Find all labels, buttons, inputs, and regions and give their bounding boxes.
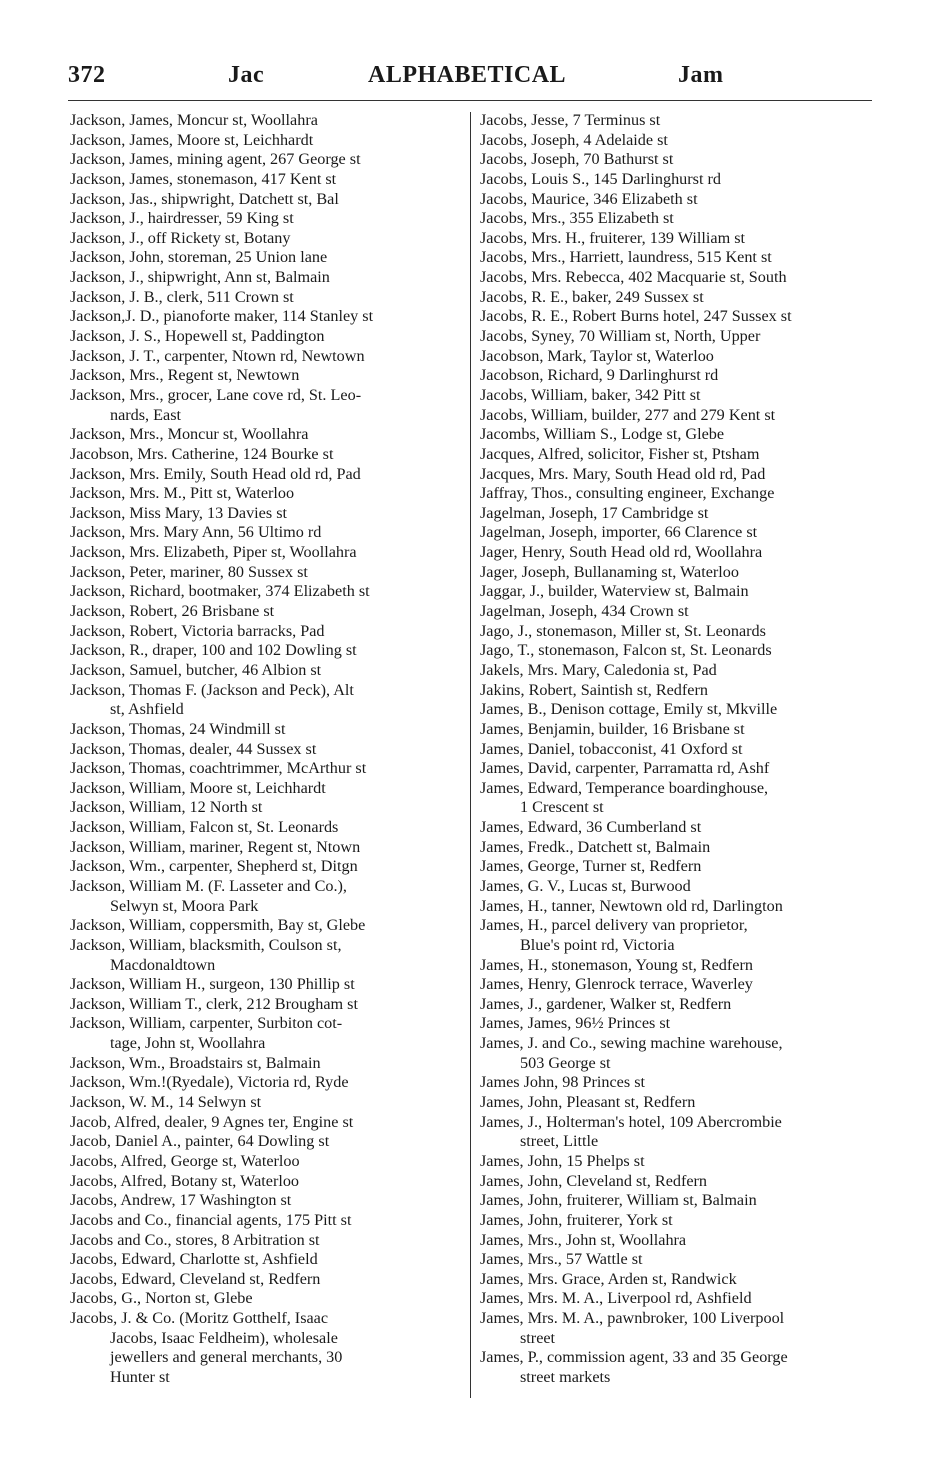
directory-entry: Jackson, J. B., clerk, 511 Crown st <box>70 287 294 306</box>
directory-entry: nards, East <box>110 405 182 424</box>
directory-entry: Jackson, Wm.!(Ryedale), Victoria rd, Ryde <box>70 1073 349 1092</box>
left-guide-word: Jac <box>228 62 265 88</box>
page-header <box>68 62 872 92</box>
directory-entry: Jacobs, Syney, 70 William st, North, Upper <box>480 327 761 346</box>
directory-entry: st, Ashfield <box>110 700 184 719</box>
directory-entry: Jacobson, Mrs. Catherine, 124 Bourke st <box>70 444 334 463</box>
directory-entry: Jackson, William, coppersmith, Bay st, Glebe <box>70 916 366 935</box>
directory-entry: Jagelman, Joseph, importer, 66 Clarence st <box>480 523 758 542</box>
directory-entry: James, David, carpenter, Parramatta rd, Ashf <box>480 759 770 778</box>
directory-entry: Jackson, William, Moore st, Leichhardt <box>70 778 326 797</box>
directory-entry: Jackson, Mrs. Mary Ann, 56 Ultimo rd <box>70 523 322 542</box>
directory-entry: Jackson, William, mariner, Regent st, Ntown <box>70 837 361 856</box>
directory-entry: Jackson, James, Moore st, Leichhardt <box>70 130 314 149</box>
directory-entry: Jackson, Jas., shipwright, Datchett st, Bal <box>70 189 339 208</box>
directory-entry: James, J. and Co., sewing machine warehouse, <box>480 1034 783 1053</box>
directory-entry: James, John, Cleveland st, Redfern <box>480 1171 708 1190</box>
directory-entry: Jago, J., stonemason, Miller st, St. Leonards <box>480 621 766 640</box>
directory-entry: James, Edward, Temperance boardinghouse, <box>480 778 769 797</box>
directory-entry: Jacobs, Mrs., Harriett, laundress, 515 Kent st <box>480 248 772 267</box>
directory-entry: Jackson, James, Moncur st, Woollahra <box>70 111 318 129</box>
directory-entry: Selwyn st, Moora Park <box>110 896 259 915</box>
directory-entry: Jackson, Samuel, butcher, 46 Albion st <box>70 660 322 679</box>
directory-entry: James, John, 15 Phelps st <box>480 1151 645 1170</box>
page-number: 372 <box>68 62 106 88</box>
directory-entry: Macdonaldtown <box>110 955 216 974</box>
directory-entry: Jacobs, Andrew, 17 Washington st <box>70 1191 292 1210</box>
directory-entry: Jackson, J., shipwright, Ann st, Balmain <box>70 268 330 287</box>
directory-entry: Jacobson, Mark, Taylor st, Waterloo <box>480 346 714 365</box>
directory-entry: James, Henry, Glenrock terrace, Waverley <box>480 975 753 994</box>
directory-entry: James, B., Denison cottage, Emily st, Mkville <box>480 700 778 719</box>
directory-entry: Jacobs, R. E., Robert Burns hotel, 247 Sussex st <box>480 307 792 326</box>
directory-entry: 1 Crescent st <box>520 798 604 817</box>
directory-entry: Jackson, Mrs. Elizabeth, Piper st, Woollahra <box>70 543 357 562</box>
directory-entry: James, Mrs. M. A., Liverpool rd, Ashfield <box>480 1289 752 1308</box>
directory-entry: Jacobs, Mrs. H., fruiterer, 139 William st <box>480 228 745 247</box>
directory-entry: Jacobs, William, builder, 277 and 279 Kent st <box>480 405 776 424</box>
directory-entry: Jacobs, Edward, Cleveland st, Redfern <box>70 1269 321 1288</box>
directory-entry: Jacobs, Mrs., 355 Elizabeth st <box>480 209 674 228</box>
directory-entry: Jacobs, Mrs. Rebecca, 402 Macquarie st, South <box>480 268 787 287</box>
directory-entry: James, H., parcel delivery van proprietor, <box>480 916 748 935</box>
directory-entry: Jacob, Alfred, dealer, 9 Agnes ter, Engine st <box>70 1112 354 1131</box>
directory-entry: tage, John st, Woollahra <box>110 1034 266 1053</box>
directory-entry: street <box>520 1328 556 1347</box>
directory-entry: James, Mrs., 57 Wattle st <box>480 1250 643 1269</box>
directory-entry: Jackson, James, mining agent, 267 George st <box>70 150 361 169</box>
directory-entry: Jacobs, J. & Co. (Moritz Gotthelf, Isaac <box>70 1309 329 1328</box>
directory-entry: Jackson, William H., surgeon, 130 Phillip st <box>70 975 355 994</box>
directory-entry: James, J., Holterman's hotel, 109 Abercrombie <box>480 1112 782 1131</box>
directory-entry: Jackson, Mrs., Regent st, Newtown <box>70 366 300 385</box>
directory-entry: Jackson, J., off Rickety st, Botany <box>70 228 291 247</box>
page-title: ALPHABETICAL <box>368 62 567 88</box>
directory-entry: Jacobs and Co., stores, 8 Arbitration st <box>70 1230 320 1249</box>
directory-entry: Jacobs, Louis S., 145 Darlinghurst rd <box>480 169 721 188</box>
directory-entry: Jaggar, J., builder, Waterview st, Balmain <box>480 582 749 601</box>
directory-entry: Jacques, Alfred, solicitor, Fisher st, Ptsham <box>480 444 760 463</box>
directory-entry: Jacques, Mrs. Mary, South Head old rd, Pad <box>480 464 766 483</box>
directory-entry: James, Edward, 36 Cumberland st <box>480 818 702 837</box>
directory-entry: James, Benjamin, builder, 16 Brisbane st <box>480 719 745 738</box>
left-column <box>70 111 464 1388</box>
directory-entry: Jacombs, William S., Lodge st, Glebe <box>480 425 725 444</box>
directory-entry: James, John, Pleasant st, Redfern <box>480 1093 696 1112</box>
directory-entry: Blue's point rd, Victoria <box>520 935 675 954</box>
directory-entry: Jacobson, Richard, 9 Darlinghurst rd <box>480 366 719 385</box>
directory-entry: Jacobs, Alfred, George st, Waterloo <box>70 1151 300 1170</box>
right-column <box>480 111 876 1388</box>
right-guide-word: Jam <box>678 62 724 88</box>
directory-entry: Jackson, Mrs., grocer, Lane cove rd, St. Leo- <box>70 385 362 404</box>
directory-entry: Jacobs and Co., financial agents, 175 Pitt st <box>70 1210 352 1229</box>
directory-entry: Jacobs, Isaac Feldheim), wholesale <box>110 1328 338 1347</box>
directory-entry: Jakels, Mrs. Mary, Caledonia st, Pad <box>480 660 717 679</box>
directory-entry: Jagelman, Joseph, 17 Cambridge st <box>480 503 709 522</box>
directory-entry: street, Little <box>520 1132 599 1151</box>
directory-entry: jewellers and general merchants, 30 <box>110 1348 343 1367</box>
directory-entry: James, Daniel, tobacconist, 41 Oxford st <box>480 739 743 758</box>
directory-entry: Jackson, William, carpenter, Surbiton cot- <box>70 1014 343 1033</box>
directory-entry: Jackson, Thomas, dealer, 44 Sussex st <box>70 739 317 758</box>
directory-entry: Jackson, William T., clerk, 212 Brougham st <box>70 994 358 1013</box>
directory-entry: Jackson, J. S., Hopewell st, Paddington <box>70 327 325 346</box>
directory-entry: Jackson, Thomas, 24 Windmill st <box>70 719 286 738</box>
directory-entry: Jacobs, R. E., baker, 249 Sussex st <box>480 287 704 306</box>
directory-entry: James, Mrs., John st, Woollahra <box>480 1230 687 1249</box>
directory-entry: James, G. V., Lucas st, Burwood <box>480 876 691 895</box>
directory-entry: Jackson, Miss Mary, 13 Davies st <box>70 503 288 522</box>
directory-entry: Jackson, Mrs. Emily, South Head old rd, Pad <box>70 464 361 483</box>
directory-entry: Hunter st <box>110 1368 170 1386</box>
directory-entry: Jackson, William, blacksmith, Coulson st, <box>70 935 342 954</box>
directory-entry: Jackson, William M. (F. Lasseter and Co.), <box>70 876 347 895</box>
directory-entry: Jackson, W. M., 14 Selwyn st <box>70 1093 262 1112</box>
directory-entry: Jacobs, William, baker, 342 Pitt st <box>480 385 701 404</box>
directory-entry: Jackson, Thomas, coachtrimmer, McArthur st <box>70 759 367 778</box>
directory-entry: Jackson, Peter, mariner, 80 Sussex st <box>70 562 308 581</box>
directory-entry: Jaffray, Thos., consulting engineer, Exchange <box>480 484 775 503</box>
directory-entry: Jacob, Daniel A., painter, 64 Dowling st <box>70 1132 330 1151</box>
directory-entry: Jackson, Wm., carpenter, Shepherd st, Ditgn <box>70 857 358 876</box>
directory-entry: Jacobs, Alfred, Botany st, Waterloo <box>70 1171 300 1190</box>
directory-entry: Jackson, James, stonemason, 417 Kent st <box>70 169 337 188</box>
directory-entry: Jackson, Robert, Victoria barracks, Pad <box>70 621 325 640</box>
directory-entry: Jacobs, Edward, Charlotte st, Ashfield <box>70 1250 318 1269</box>
directory-entry: Jakins, Robert, Saintish st, Redfern <box>480 680 708 699</box>
directory-entry: street markets <box>520 1368 611 1386</box>
directory-entry: James John, 98 Princes st <box>480 1073 646 1092</box>
directory-entry: James, H., stonemason, Young st, Redfern <box>480 955 753 974</box>
directory-entry: James, J., gardener, Walker st, Redfern <box>480 994 732 1013</box>
directory-entry: Jackson, John, storeman, 25 Union lane <box>70 248 328 267</box>
directory-entry: James, John, fruiterer, William st, Balmain <box>480 1191 757 1210</box>
directory-entry: Jackson, R., draper, 100 and 102 Dowling st <box>70 641 357 660</box>
directory-entry: Jackson, Mrs., Moncur st, Woollahra <box>70 425 309 444</box>
directory-entry: James, Fredk., Datchett st, Balmain <box>480 837 711 856</box>
directory-entry: Jackson, Wm., Broadstairs st, Balmain <box>70 1053 321 1072</box>
directory-entry: Jacobs, Joseph, 4 Adelaide st <box>480 130 668 149</box>
directory-entry: James, Mrs. Grace, Arden st, Randwick <box>480 1269 737 1288</box>
directory-entry: James, P., commission agent, 33 and 35 George <box>480 1348 788 1367</box>
directory-entry: Jackson, Richard, bootmaker, 374 Elizabeth st <box>70 582 370 601</box>
directory-entry: Jackson, Mrs. M., Pitt st, Waterloo <box>70 484 295 503</box>
directory-entry: Jackson, Thomas F. (Jackson and Peck), Alt <box>70 680 354 699</box>
directory-entry: Jackson, William, Falcon st, St. Leonards <box>70 818 339 837</box>
header-rule <box>68 100 872 101</box>
directory-entry: Jackson, William, 12 North st <box>70 798 263 817</box>
directory-entry: 503 George st <box>520 1053 611 1072</box>
directory-entry: Jago, T., stonemason, Falcon st, St. Leonards <box>480 641 772 660</box>
directory-entry: Jacobs, Joseph, 70 Bathurst st <box>480 150 674 169</box>
directory-entry: Jacobs, Maurice, 346 Elizabeth st <box>480 189 698 208</box>
directory-entry: Jackson, J., hairdresser, 59 King st <box>70 209 294 228</box>
directory-entry: James, George, Turner st, Redfern <box>480 857 702 876</box>
directory-entry: Jackson, Robert, 26 Brisbane st <box>70 602 275 621</box>
directory-entry: Jackson, J. T., carpenter, Ntown rd, Newtown <box>70 346 365 365</box>
directory-entry: Jager, Joseph, Bullanaming st, Waterloo <box>480 562 739 581</box>
directory-entry: James, Mrs. M. A., pawnbroker, 100 Liverpool <box>480 1309 785 1328</box>
directory-entry: James, James, 96½ Princes st <box>480 1014 671 1033</box>
column-divider <box>470 112 471 1398</box>
directory-entry: Jacobs, Jesse, 7 Terminus st <box>480 111 661 129</box>
directory-entry: Jager, Henry, South Head old rd, Woollahra <box>480 543 763 562</box>
directory-entry: James, John, fruiterer, York st <box>480 1210 673 1229</box>
directory-entry: James, H., tanner, Newtown old rd, Darlington <box>480 896 783 915</box>
directory-entry: Jacobs, G., Norton st, Glebe <box>70 1289 253 1308</box>
directory-entry: Jagelman, Joseph, 434 Crown st <box>480 602 689 621</box>
directory-entry: Jackson,J. D., pianoforte maker, 114 Stanley st <box>70 307 374 326</box>
